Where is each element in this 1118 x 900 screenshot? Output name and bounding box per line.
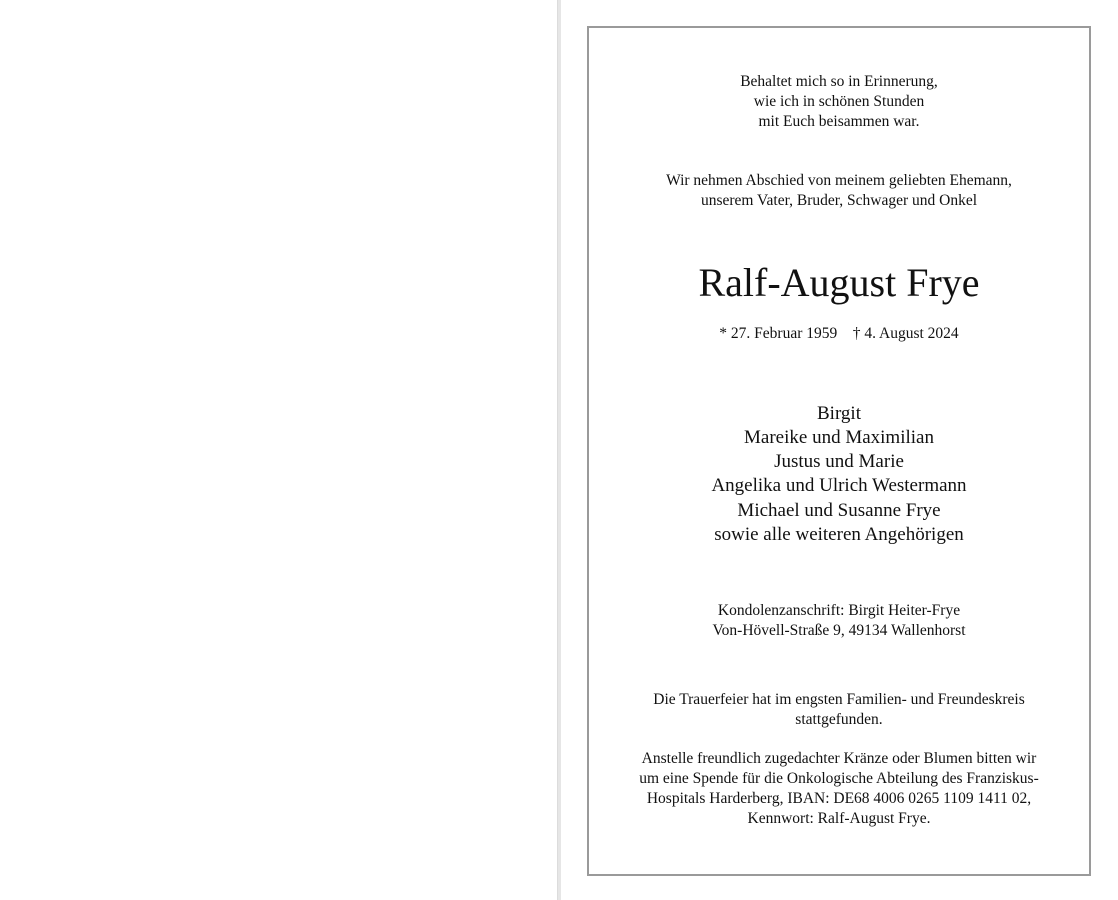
- poem-line: mit Euch beisammen war.: [758, 113, 920, 130]
- poem-line: Behaltet mich so in Erinnerung,: [740, 73, 938, 90]
- family-member: Justus und Marie: [774, 451, 904, 472]
- donation-note: Kennwort: Ralf-August Frye.: [747, 810, 931, 827]
- family-member: Angelika und Ulrich Westermann: [711, 475, 967, 496]
- condolence-address: Kondolenzanschrift: Birgit Heiter-Frye: [717, 602, 961, 619]
- condolence-address: Von-Hövell-Straße 9, 49134 Wallenhorst: [712, 622, 966, 639]
- ceremony-note: stattgefunden.: [795, 711, 883, 728]
- family-member: sowie alle weiteren Angehörigen: [714, 524, 964, 545]
- poem-line: wie ich in schönen Stunden: [753, 93, 925, 110]
- intro-line: Wir nehmen Abschied von meinem geliebten Ehemann,: [666, 172, 1012, 189]
- life-dates: * 27. Februar 1959 † 4. August 2024: [719, 325, 959, 342]
- donation-note: Hospitals Harderberg, IBAN: DE68 4006 0265 1109 1411 02,: [646, 790, 1032, 807]
- donation-note: um eine Spende für die Onkologische Abteilung des Franziskus-: [639, 770, 1039, 787]
- family-member: Michael und Susanne Frye: [737, 500, 941, 521]
- deceased-name: Ralf-August Frye: [698, 260, 980, 305]
- obituary-notice: [587, 26, 1091, 876]
- donation-note: Anstelle freundlich zugedachter Kränze oder Blumen bitten wir: [641, 750, 1037, 767]
- intro-line: unserem Vater, Bruder, Schwager und Onkel: [700, 192, 978, 209]
- page-divider: [557, 0, 561, 900]
- blank-left-page: [0, 0, 557, 900]
- ceremony-note: Die Trauerfeier hat im engsten Familien- und Freundeskreis: [653, 691, 1025, 708]
- family-member: Birgit: [817, 403, 861, 424]
- family-member: Mareike und Maximilian: [744, 427, 934, 448]
